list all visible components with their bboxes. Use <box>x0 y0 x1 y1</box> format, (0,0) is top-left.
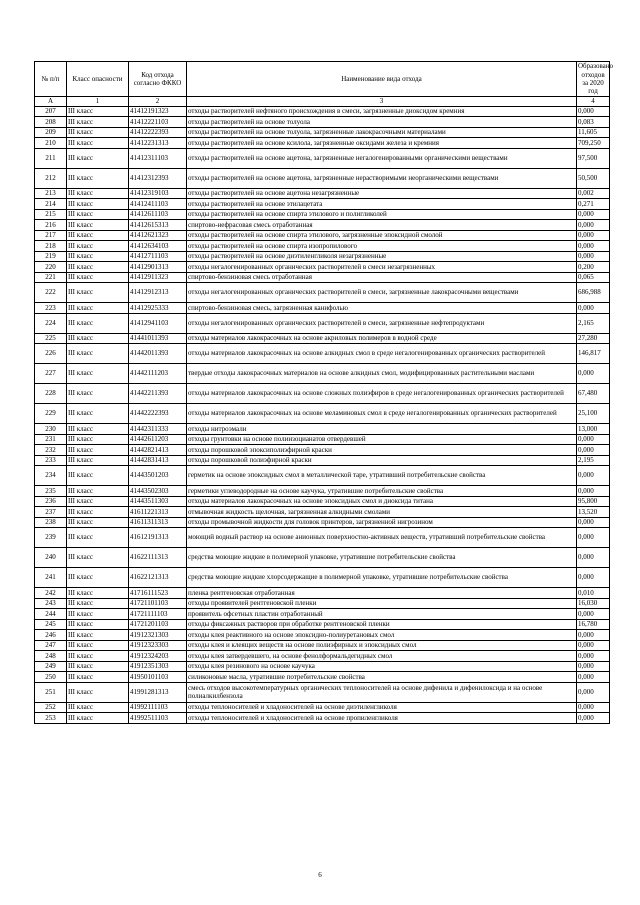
waste-code: 41412611103 <box>129 209 187 220</box>
waste-amount: 11,605 <box>577 127 610 138</box>
hazard-class: III класс <box>67 283 129 303</box>
hazard-class: III класс <box>67 496 129 507</box>
row-number: 250 <box>35 672 67 683</box>
row-number: 252 <box>35 702 67 713</box>
row-number: 217 <box>35 230 67 241</box>
waste-code: 41992111103 <box>129 702 187 713</box>
row-number: 246 <box>35 630 67 641</box>
waste-amount: 0,000 <box>577 609 610 620</box>
row-number: 237 <box>35 507 67 518</box>
hazard-class: III класс <box>67 672 129 683</box>
table-row <box>35 138 610 149</box>
waste-code: 41442211393 <box>129 384 187 404</box>
waste-amount: 97,500 <box>577 148 610 168</box>
waste-amount: 0,000 <box>577 241 610 252</box>
waste-name: отходы клея реактивного на основе эпоксидно-полиуретановых смол <box>187 630 577 641</box>
waste-name: отходы растворителей на основе этилацетата <box>187 199 577 210</box>
waste-code: 41412312393 <box>129 168 187 188</box>
row-number: 238 <box>35 517 67 528</box>
waste-amount: 0,000 <box>577 220 610 231</box>
hazard-class: III класс <box>67 333 129 344</box>
table-row <box>35 517 610 528</box>
hazard-class: III класс <box>67 313 129 333</box>
hazard-class: III класс <box>67 384 129 404</box>
table-row <box>35 588 610 599</box>
row-number: 235 <box>35 486 67 497</box>
row-number: 228 <box>35 384 67 404</box>
waste-amount: 0,000 <box>577 230 610 241</box>
waste-code: 41950101103 <box>129 672 187 683</box>
header-name: Наименование вида отхода <box>187 62 577 97</box>
table-row <box>35 106 610 117</box>
waste-code: 41721111103 <box>129 609 187 620</box>
hazard-class: III класс <box>67 209 129 220</box>
waste-amount: 0,000 <box>577 466 610 486</box>
hazard-class: III класс <box>67 138 129 149</box>
table-row <box>35 568 610 588</box>
table-row <box>35 682 610 702</box>
waste-code: 41441011393 <box>129 333 187 344</box>
waste-code: 41442821413 <box>129 445 187 456</box>
table-row <box>35 384 610 404</box>
waste-code: 41412222393 <box>129 127 187 138</box>
waste-amount: 0,000 <box>577 682 610 702</box>
waste-amount: 709,250 <box>577 138 610 149</box>
waste-amount: 2,165 <box>577 313 610 333</box>
waste-amount: 13,520 <box>577 507 610 518</box>
waste-code: 41412911323 <box>129 272 187 283</box>
waste-code: 41443511303 <box>129 496 187 507</box>
waste-name: проявитель офсетных пластин отработанный <box>187 609 577 620</box>
index-4: 4 <box>577 97 610 107</box>
waste-code: 41412941103 <box>129 313 187 333</box>
waste-amount: 27,280 <box>577 333 610 344</box>
header-class: Класс опасности <box>67 62 129 97</box>
waste-code: 41412319103 <box>129 188 187 199</box>
hazard-class: III класс <box>67 241 129 252</box>
waste-amount: 13,000 <box>577 424 610 435</box>
hazard-class: III класс <box>67 344 129 364</box>
waste-code: 41412231313 <box>129 138 187 149</box>
waste-code: 41622121313 <box>129 568 187 588</box>
waste-name: отходы нитроэмали <box>187 424 577 435</box>
waste-code: 41442831413 <box>129 455 187 466</box>
waste-name: пленка рентгеновская отработанная <box>187 588 577 599</box>
hazard-class: III класс <box>67 702 129 713</box>
header-row <box>35 62 610 97</box>
table-row <box>35 168 610 188</box>
table-row <box>35 598 610 609</box>
row-number: 241 <box>35 568 67 588</box>
waste-code: 41442311333 <box>129 424 187 435</box>
table-row <box>35 640 610 651</box>
waste-name: отходы материалов лакокрасочных на основе акриловых полимеров в водной среде <box>187 333 577 344</box>
waste-code: 41721101103 <box>129 598 187 609</box>
waste-name: отходы клея затвердевшего, на основе фенолформальдегидных смол <box>187 651 577 662</box>
table-row <box>35 127 610 138</box>
table-row <box>35 333 610 344</box>
hazard-class: III класс <box>67 220 129 231</box>
table-row <box>35 230 610 241</box>
row-number: 236 <box>35 496 67 507</box>
waste-code: 41622111313 <box>129 548 187 568</box>
hazard-class: III класс <box>67 630 129 641</box>
waste-amount: 0,200 <box>577 262 610 273</box>
row-number: 220 <box>35 262 67 273</box>
waste-name: силиконовые масла, утратившие потребительские свойства <box>187 672 577 683</box>
waste-name: отходы растворителей на основе толуола, загрязненные лакокрасочными материалами <box>187 127 577 138</box>
table-header <box>35 62 614 107</box>
hazard-class: III класс <box>67 548 129 568</box>
hazard-class: III класс <box>67 466 129 486</box>
table-row <box>35 466 610 486</box>
waste-code: 41721201103 <box>129 619 187 630</box>
waste-code: 41991281313 <box>129 682 187 702</box>
waste-amount: 0,000 <box>577 630 610 641</box>
waste-name: средства моющие жидкие в полимерной упаковке, утратившие потребительские свойства <box>187 548 577 568</box>
waste-amount: 16,780 <box>577 619 610 630</box>
hazard-class: III класс <box>67 364 129 384</box>
waste-code: 41412615313 <box>129 220 187 231</box>
row-number: 243 <box>35 598 67 609</box>
row-number: 234 <box>35 466 67 486</box>
waste-name: герметик на основе эпоксидных смол в металлической таре, утративший потребительские свойства <box>187 466 577 486</box>
row-number: 208 <box>35 117 67 128</box>
hazard-class: III класс <box>67 106 129 117</box>
hazard-class: III класс <box>67 486 129 497</box>
waste-code: 41611311313 <box>129 517 187 528</box>
table-row <box>35 619 610 630</box>
hazard-class: III класс <box>67 528 129 548</box>
waste-amount: 0,000 <box>577 251 610 262</box>
table-row <box>35 148 610 168</box>
row-number: 214 <box>35 199 67 210</box>
waste-name: отходы порошковой эпоксиполиэфирной краски <box>187 445 577 456</box>
header-amount: Образовано отходов за 2020 год <box>578 62 614 96</box>
table-row <box>35 713 610 724</box>
row-number: 230 <box>35 424 67 435</box>
table-row <box>35 404 610 424</box>
waste-amount: 146,817 <box>577 344 610 364</box>
waste-name: отходы промывочной жидкости для головок принтеров, загрязненной нигрозином <box>187 517 577 528</box>
waste-amount: 0,000 <box>577 364 610 384</box>
waste-amount: 686,988 <box>577 283 610 303</box>
waste-code: 41442111203 <box>129 364 187 384</box>
waste-code: 41412411103 <box>129 199 187 210</box>
table-row <box>35 702 610 713</box>
table-row <box>35 220 610 231</box>
row-number: 223 <box>35 303 67 314</box>
table-row <box>35 188 610 199</box>
table-row <box>35 630 610 641</box>
waste-name: отходы растворителей на основе диэтиленгликоля незагрязненные <box>187 251 577 262</box>
waste-code: 41442611203 <box>129 434 187 445</box>
waste-code: 41443501203 <box>129 466 187 486</box>
hazard-class: III класс <box>67 598 129 609</box>
hazard-class: III класс <box>67 404 129 424</box>
waste-name: отходы растворителей на основе спирта изопропилового <box>187 241 577 252</box>
waste-amount: 0,000 <box>577 548 610 568</box>
table-row <box>35 303 610 314</box>
hazard-class: III класс <box>67 251 129 262</box>
table-row <box>35 496 610 507</box>
waste-name: отходы теплоносителей и хладоносителей на основе диэтиленгликоля <box>187 702 577 713</box>
waste-amount: 0,000 <box>577 713 610 724</box>
row-number: 225 <box>35 333 67 344</box>
table-row <box>35 424 610 435</box>
row-number: 210 <box>35 138 67 149</box>
hazard-class: III класс <box>67 682 129 702</box>
waste-amount: 0,000 <box>577 445 610 456</box>
waste-name: отходы клея резинового на основе каучука <box>187 661 577 672</box>
waste-amount: 0,000 <box>577 568 610 588</box>
waste-name: отходы порошковой полиэфирной краски <box>187 455 577 466</box>
row-number: 242 <box>35 588 67 599</box>
row-number: 226 <box>35 344 67 364</box>
waste-amount: 0,000 <box>577 702 610 713</box>
row-number: 212 <box>35 168 67 188</box>
header-code: Код отхода согласно ФККО <box>129 62 187 97</box>
row-number: 247 <box>35 640 67 651</box>
row-number: 239 <box>35 528 67 548</box>
row-number: 232 <box>35 445 67 456</box>
column-index-row <box>35 97 610 107</box>
table-row <box>35 661 610 672</box>
waste-amount: 0,000 <box>577 528 610 548</box>
waste-name: отмывочная жидкость щелочная, загрязненная алкидными смолами <box>187 507 577 518</box>
waste-amount: 95,800 <box>577 496 610 507</box>
row-number: 218 <box>35 241 67 252</box>
hazard-class: III класс <box>67 640 129 651</box>
index-a: А <box>35 97 67 107</box>
table-row <box>35 445 610 456</box>
hazard-class: III класс <box>67 272 129 283</box>
table-row <box>35 313 610 333</box>
row-number: 244 <box>35 609 67 620</box>
table-row <box>35 117 610 128</box>
row-number: 221 <box>35 272 67 283</box>
waste-amount: 0,083 <box>577 117 610 128</box>
row-number: 219 <box>35 251 67 262</box>
row-number: 233 <box>35 455 67 466</box>
waste-code: 41412191323 <box>129 106 187 117</box>
hazard-class: III класс <box>67 651 129 662</box>
waste-amount: 0,010 <box>577 588 610 599</box>
waste-code: 41412925333 <box>129 303 187 314</box>
table-row <box>35 272 610 283</box>
waste-name: отходы растворителей на основе ацетона, загрязненные нерастворимыми неорганическими веществами <box>187 168 577 188</box>
waste-table <box>34 61 614 724</box>
hazard-class: III класс <box>67 188 129 199</box>
hazard-class: III класс <box>67 424 129 435</box>
waste-name: спиртово-нефрасовая смесь отработанная <box>187 220 577 231</box>
waste-name: отходы негалогенированных органических растворителей в смеси незагрязненных <box>187 262 577 273</box>
waste-code: 41611221313 <box>129 507 187 518</box>
row-number: 253 <box>35 713 67 724</box>
waste-name: герметики углеводородные на основе каучука, утратившие потребительские свойства <box>187 486 577 497</box>
waste-amount: 0,000 <box>577 640 610 651</box>
waste-name: отходы растворителей нефтяного происхождения в смеси, загрязненные диоксидом кремния <box>187 106 577 117</box>
table-row <box>35 241 610 252</box>
table-row <box>35 455 610 466</box>
hazard-class: III класс <box>67 568 129 588</box>
hazard-class: III класс <box>67 661 129 672</box>
table-row <box>35 507 610 518</box>
waste-code: 41992511103 <box>129 713 187 724</box>
table-row <box>35 548 610 568</box>
row-number: 222 <box>35 283 67 303</box>
waste-amount: 2,195 <box>577 455 610 466</box>
table-row <box>35 528 610 548</box>
waste-code: 41412634103 <box>129 241 187 252</box>
waste-code: 41912324203 <box>129 651 187 662</box>
row-number: 240 <box>35 548 67 568</box>
waste-name: отходы негалогенированных органических растворителей в смеси, загрязненные нефтепродуктами <box>187 313 577 333</box>
row-number: 207 <box>35 106 67 117</box>
hazard-class: III класс <box>67 199 129 210</box>
table-row <box>35 283 610 303</box>
waste-name: отходы растворителей на основе спирта этилового и полигликолей <box>187 209 577 220</box>
hazard-class: III класс <box>67 713 129 724</box>
waste-name: отходы материалов лакокрасочных на основе меламиновых смол в среде негалогенированных органических растворителей <box>187 404 577 424</box>
row-number: 224 <box>35 313 67 333</box>
waste-amount: 0,000 <box>577 303 610 314</box>
waste-name: отходы теплоносителей и хладоносителей на основе пропиленгликоля <box>187 713 577 724</box>
waste-amount: 0,000 <box>577 434 610 445</box>
index-1: 1 <box>67 97 129 107</box>
waste-name: отходы материалов лакокрасочных на основе алкидных смол в среде негалогенированных органических растворителей <box>187 344 577 364</box>
waste-amount: 0,000 <box>577 661 610 672</box>
waste-name: отходы материалов лакокрасочных на основе эпоксидных смол и диоксида титана <box>187 496 577 507</box>
waste-amount: 0,000 <box>577 517 610 528</box>
waste-amount: 0,000 <box>577 106 610 117</box>
waste-name: моющий водный раствор на основе анионных поверхностно-активных веществ, утративший потребительские свойства <box>187 528 577 548</box>
waste-amount: 0,000 <box>577 486 610 497</box>
waste-name: твердые отходы лакокрасочных материалов на основе алкидных смол, модифицированных растительными маслами <box>187 364 577 384</box>
row-number: 211 <box>35 148 67 168</box>
waste-code: 41412711103 <box>129 251 187 262</box>
hazard-class: III класс <box>67 619 129 630</box>
waste-code: 41442222393 <box>129 404 187 424</box>
table-row <box>35 672 610 683</box>
waste-name: отходы растворителей на основе ксилола, загрязненные оксидами железа и кремния <box>187 138 577 149</box>
waste-code: 41412901313 <box>129 262 187 273</box>
table-row <box>35 609 610 620</box>
index-2: 2 <box>129 97 187 107</box>
row-number: 251 <box>35 682 67 702</box>
hazard-class: III класс <box>67 588 129 599</box>
waste-amount: 0,000 <box>577 651 610 662</box>
hazard-class: III класс <box>67 507 129 518</box>
waste-code: 41442011393 <box>129 344 187 364</box>
hazard-class: III класс <box>67 434 129 445</box>
row-number: 215 <box>35 209 67 220</box>
waste-code: 41912351303 <box>129 661 187 672</box>
index-3: 3 <box>187 97 577 107</box>
waste-code: 41412621323 <box>129 230 187 241</box>
waste-name: отходы проявителей рентгеновской пленки <box>187 598 577 609</box>
table-row <box>35 486 610 497</box>
waste-name: отходы растворителей на основе толуола <box>187 117 577 128</box>
hazard-class: III класс <box>67 168 129 188</box>
hazard-class: III класс <box>67 517 129 528</box>
waste-name: отходы материалов лакокрасочных на основе сложных полиэфиров в среде негалогенированных органических растворителей <box>187 384 577 404</box>
waste-amount: 50,500 <box>577 168 610 188</box>
table-body <box>35 106 610 723</box>
waste-code: 41412221103 <box>129 117 187 128</box>
waste-amount: 16,030 <box>577 598 610 609</box>
waste-code: 41412912313 <box>129 283 187 303</box>
row-number: 248 <box>35 651 67 662</box>
waste-name: средства моющие жидкие хлорсодержащие в полимерной упаковке, утратившие потребительские свойства <box>187 568 577 588</box>
hazard-class: III класс <box>67 445 129 456</box>
waste-code: 41612191313 <box>129 528 187 548</box>
waste-amount: 0,000 <box>577 672 610 683</box>
hazard-class: III класс <box>67 262 129 273</box>
row-number: 227 <box>35 364 67 384</box>
waste-name: отходы фиксажных растворов при обработке рентгеновской пленки <box>187 619 577 630</box>
waste-code: 41412311103 <box>129 148 187 168</box>
table-row <box>35 651 610 662</box>
header-num: № п/п <box>35 62 67 97</box>
table-row <box>35 209 610 220</box>
hazard-class: III класс <box>67 117 129 128</box>
waste-name: смесь отходов высокотемпературных органических теплоносителей на основе дифенила и дифенилоксида и на основе полиалкилбензола <box>187 682 577 702</box>
hazard-class: III класс <box>67 230 129 241</box>
table-row <box>35 262 610 273</box>
table-row <box>35 364 610 384</box>
waste-name: отходы растворителей на основе ацетона, загрязненные негалогенированными органическими веществами <box>187 148 577 168</box>
table-row <box>35 251 610 262</box>
waste-code: 41912323303 <box>129 640 187 651</box>
table-row <box>35 434 610 445</box>
waste-code: 41912321303 <box>129 630 187 641</box>
row-number: 216 <box>35 220 67 231</box>
waste-name: спиртово-бензиновая смесь отработанная <box>187 272 577 283</box>
hazard-class: III класс <box>67 455 129 466</box>
waste-amount: 0,000 <box>577 209 610 220</box>
row-number: 249 <box>35 661 67 672</box>
row-number: 229 <box>35 404 67 424</box>
waste-name: отходы негалогенированных органических растворителей в смеси, загрязненные лакокрасочными веществами <box>187 283 577 303</box>
table-row <box>35 199 610 210</box>
hazard-class: III класс <box>67 303 129 314</box>
waste-amount: 0,002 <box>577 188 610 199</box>
waste-amount: 0,271 <box>577 199 610 210</box>
waste-name: отходы растворителей на основе ацетона незагрязненные <box>187 188 577 199</box>
waste-name: отходы растворителей на основе спирта этилового, загрязненные эпоксидной смолой <box>187 230 577 241</box>
waste-name: отходы клея и клеящих веществ на основе полиэфирных и эпоксидных смол <box>187 640 577 651</box>
waste-amount: 25,100 <box>577 404 610 424</box>
page-number: 6 <box>318 871 322 879</box>
waste-code: 41716111523 <box>129 588 187 599</box>
waste-amount: 67,480 <box>577 384 610 404</box>
row-number: 245 <box>35 619 67 630</box>
row-number: 213 <box>35 188 67 199</box>
waste-amount: 0,065 <box>577 272 610 283</box>
hazard-class: III класс <box>67 609 129 620</box>
hazard-class: III класс <box>67 148 129 168</box>
hazard-class: III класс <box>67 127 129 138</box>
table-row <box>35 344 610 364</box>
waste-name: отходы грунтовки на основе полиизоцианатов отвердевшей <box>187 434 577 445</box>
waste-code: 41443502303 <box>129 486 187 497</box>
row-number: 209 <box>35 127 67 138</box>
row-number: 231 <box>35 434 67 445</box>
waste-name: спиртово-бензиновая смесь, загрязненная канифолью <box>187 303 577 314</box>
